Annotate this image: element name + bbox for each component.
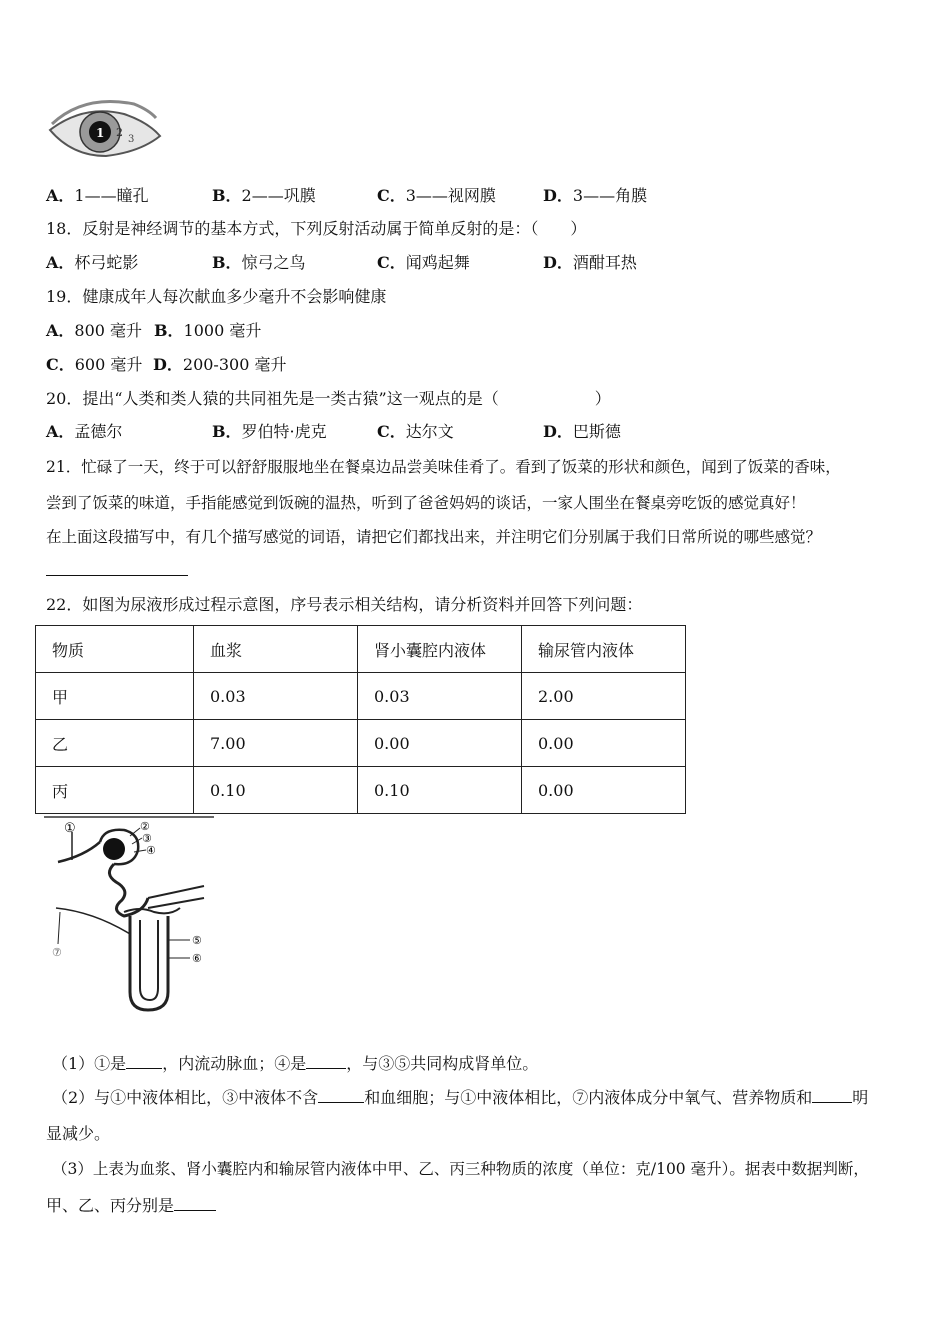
q22-sub3-line-1: （3）上表为血浆、肾小囊腔内和输尿管内液体中甲、乙、丙三种物质的浓度（单位：克/100 毫升）。据表中数据判断，	[52, 1160, 869, 1178]
table-row	[36, 767, 686, 814]
q18-option-b: B．惊弓之鸟	[212, 253, 306, 272]
blank-4[interactable]	[812, 1086, 852, 1103]
concentration-table	[35, 625, 686, 814]
q18-stem: 18．反射是神经调节的基本方式，下列反射活动属于简单反射的是：（ ）	[46, 219, 587, 238]
q21-line-3: 在上面这段描写中，有几个描写感觉的词语，请把它们都找出来，并注明它们分别属于我们日常所说的哪些感觉？	[46, 528, 822, 546]
table-cell: 0.03	[358, 673, 522, 720]
table-header-cell: 血浆	[194, 626, 358, 673]
blank-2[interactable]	[306, 1052, 346, 1069]
eye-label-3: 3	[128, 134, 135, 145]
table-cell: 0.10	[358, 767, 522, 814]
nephron-diagram	[44, 816, 219, 1016]
table-header-row	[36, 626, 686, 673]
eye-label-2: 2	[116, 126, 123, 139]
q20-option-b: B．罗伯特·虎克	[212, 422, 327, 441]
table-cell: 0.00	[358, 720, 522, 767]
diagram-label-7: ⑦	[52, 946, 62, 959]
blank-5[interactable]	[174, 1194, 216, 1211]
q19-option-a: A．800 毫升	[46, 321, 143, 340]
diagram-label-1: ①	[64, 821, 76, 836]
q19-option-c: C．600 毫升	[46, 355, 143, 374]
eye-label-1: 1	[96, 126, 105, 140]
q20-option-c: C．达尔文	[377, 422, 454, 441]
q22-sub3-line-2: 甲、乙、丙分别是	[46, 1194, 216, 1217]
q20-stem: 20．提出“人类和类人猿的共同祖先是一类古猿”这一观点的是（ ）	[46, 389, 611, 408]
diagram-label-5: ⑤	[192, 934, 202, 947]
table-header-cell: 肾小囊腔内液体	[358, 626, 522, 673]
q21-answer-line[interactable]	[46, 575, 188, 576]
q19-option-b: B．1000 毫升	[154, 321, 262, 340]
table-cell: 7.00	[194, 720, 358, 767]
table-cell: 丙	[36, 767, 194, 814]
table-row	[36, 673, 686, 720]
table-cell: 0.10	[194, 767, 358, 814]
q19-option-d: D．200-300 毫升	[153, 355, 287, 374]
q18-option-a: A．杯弓蛇影	[46, 253, 139, 272]
q22-sub2: （2）与①中液体相比，③中液体不含 和血细胞；与①中液体相比，⑦内液体成分中氧气、营养物质和 明	[52, 1088, 869, 1107]
q20-option-a: A．孟德尔	[46, 422, 123, 441]
leader-7	[58, 912, 60, 944]
diagram-label-2: ②	[140, 820, 150, 833]
table-cell: 0.00	[522, 767, 686, 814]
q19-stem: 19．健康成年人每次献血多少毫升不会影响健康	[46, 287, 387, 306]
q18-option-c: C．闻鸡起舞	[377, 253, 470, 272]
q21-line-1: 21．忙碌了一天，终于可以舒舒服服地坐在餐桌边品尝美味佳肴了。看到了饭菜的形状和颜色，闻到了饭菜的香味，	[46, 458, 841, 476]
q17-option-d: D．3——角膜	[543, 186, 648, 205]
blank-3[interactable]	[318, 1086, 364, 1103]
diagram-label-3: ③	[142, 832, 152, 845]
table-header-cell: 物质	[36, 626, 194, 673]
diagram-label-6: ⑥	[192, 952, 202, 965]
table-cell: 甲	[36, 673, 194, 720]
q17-option-b: B．2——巩膜	[212, 186, 316, 205]
q17-option-a: A．1——瞳孔	[46, 186, 149, 205]
q22-sub1: （1）①是 ，内流动脉血；④是 ，与③⑤共同构成肾单位。	[52, 1054, 539, 1073]
table-cell: 乙	[36, 720, 194, 767]
q22-sub2-cont: 显减少。	[46, 1124, 111, 1143]
q20-option-d: D．巴斯德	[543, 422, 621, 441]
table-cell: 0.00	[522, 720, 686, 767]
table-header-cell: 输尿管内液体	[522, 626, 686, 673]
q18-option-d: D．酒酣耳热	[543, 253, 637, 272]
loop-of-henle	[130, 916, 168, 1010]
leader-4	[134, 850, 146, 852]
table-cell: 0.03	[194, 673, 358, 720]
table-cell: 2.00	[522, 673, 686, 720]
collecting-vessel	[148, 886, 204, 908]
q17-option-c: C．3——视网膜	[377, 186, 496, 205]
loop-inner	[140, 920, 158, 1000]
glomerulus	[103, 838, 125, 860]
eye-figure	[44, 96, 164, 164]
table-row	[36, 720, 686, 767]
q21-line-2: 尝到了饭菜的味道，手指能感觉到饭碗的温热，听到了爸爸妈妈的谈话，一家人围坐在餐桌旁吃饭的感觉真好！	[46, 494, 806, 512]
q22-stem: 22．如图为尿液形成过程示意图，序号表示相关结构，请分析资料并回答下列问题：	[46, 595, 643, 614]
diagram-label-4: ④	[146, 844, 156, 857]
arteriole	[58, 842, 100, 862]
blank-1[interactable]	[126, 1052, 162, 1069]
